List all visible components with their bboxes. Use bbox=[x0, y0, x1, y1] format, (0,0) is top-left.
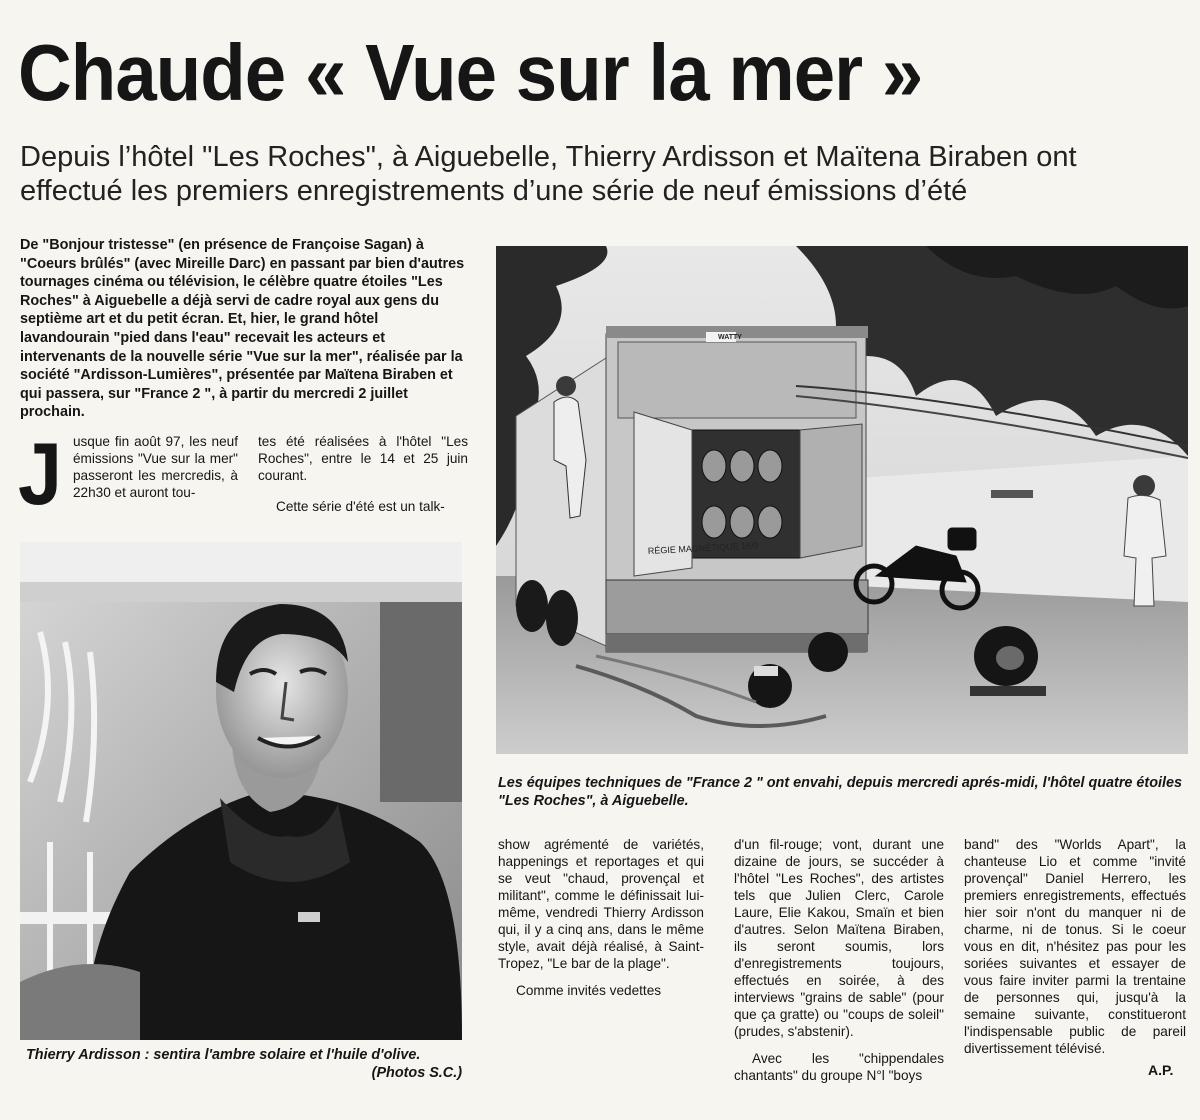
column-1b bbox=[258, 433, 468, 515]
column-4 bbox=[964, 836, 1186, 1057]
column-3-paragraph-2: Avec les "chippendales chantants" du groupe N°l "boys bbox=[734, 1051, 944, 1083]
column-1b-paragraph-2: Cette série d'été est un talk- bbox=[276, 499, 445, 514]
truck-photo-illustration bbox=[496, 246, 1188, 754]
column-1b-text: tes été réalisées à l'hôtel "Les Roches", entre le 14 et 25 juin courant. bbox=[258, 434, 468, 483]
portrait-caption-text: Thierry Ardisson : sentira l'ambre solaire et l'huile d'olive. bbox=[26, 1047, 421, 1063]
column-2 bbox=[498, 836, 704, 999]
photo-credit: (Photos S.C.) bbox=[371, 1065, 462, 1081]
truck-photo bbox=[496, 246, 1188, 754]
headline: Chaude « Vue sur la mer » bbox=[18, 28, 923, 117]
column-4-paragraph-1: band" des "Worlds Apart", la chanteuse Lio et comme "invité provençal" Daniel Herrero, les premiers enregistrements, effectués hier soir n'ont du manquer ni de charme, ni de tonus. Si le coeur vous en dit, n'hésitez pas pour les soriées suivantes et essayer de vous faire inviter parmi la trentaine de personnes qui, jusqu'à la semaine suivante, constitueront l'indispensable public de pareil divertissement télévisé. bbox=[964, 837, 1186, 1056]
column-3-paragraph-1: d'un fil-rouge; vont, durant une dizaine de jours, se succéder à l'hôtel "Les Roches", des artistes tels que Julien Clerc, Carole Laure, Elie Kakou, Smaïn et bien d'autres. Selon Maïtena Biraben, ils seront soumis, lors d'enregistrements toujours, effectués en soirée, à des interviews "grains de sable" (pour que ça gratte) ou "coups de soleil" (prudes, s'abstenir). bbox=[734, 837, 944, 1039]
column-2-paragraph-1: show agrémenté de variétés, happenings et reportages et qui se veut "chaud, provençal et militant", comme le définissait lui-même, vendredi Thierry Ardisson qui, il y a cinq ans, dans le même style, avait déjà réalisé, à Saint-Tropez, "Le bar de la plage". bbox=[498, 837, 704, 971]
truck-sign-text: WATTY bbox=[718, 334, 742, 341]
portrait-caption bbox=[26, 1046, 462, 1082]
portrait-photo-illustration bbox=[20, 542, 462, 1040]
column-3 bbox=[734, 836, 944, 1084]
portrait-photo bbox=[20, 542, 462, 1040]
truck-side-text: RÉGIE MAGNÉTIQUE 16/9 bbox=[647, 540, 759, 556]
subheadline: Depuis l’hôtel "Les Roches", à Aiguebelle, Thierry Ardisson et Maïtena Biraben ont effectué les premiers enregistrements d’une série de neuf émissions d’été bbox=[20, 141, 1077, 207]
author-signature: A.P. bbox=[1148, 1062, 1174, 1078]
intro-paragraph: De "Bonjour tristesse" (en présence de Françoise Sagan) à "Coeurs brûlés" (avec Mireille Darc) en passant par bien d'autres tournages cinéma ou télévision, le célèbre quatre étoiles "Les Roches" à Aiguebelle a déjà servi de cadre royal aux gens du septième art et du petit écran. Et, hier, le grand hôtel lavandourain "pied dans l'eau" recevait les acteurs et intervenants de la nouvelle série "Vue sur la mer", réalisée par la société "Ardisson-Lumières", présentée par Maïtena Biraben et qui passera, sur "France 2 ", à partir du mercredi 2 juillet prochain. bbox=[20, 237, 465, 421]
column-1-text: usque fin août 97, les neuf émissions "Vue sur la mer" passeront les mercredis, à 22h30 et auront tou- bbox=[72, 434, 238, 500]
drop-cap: J bbox=[18, 424, 63, 523]
column-2-paragraph-2: Comme invités vedettes bbox=[516, 983, 662, 998]
truck-photo-caption: Les équipes techniques de "France 2 " ont envahi, depuis mercredi aprés-midi, l'hôtel quatre étoiles "Les Roches", à Aiguebelle. bbox=[498, 775, 1183, 809]
column-1-top bbox=[18, 424, 238, 533]
